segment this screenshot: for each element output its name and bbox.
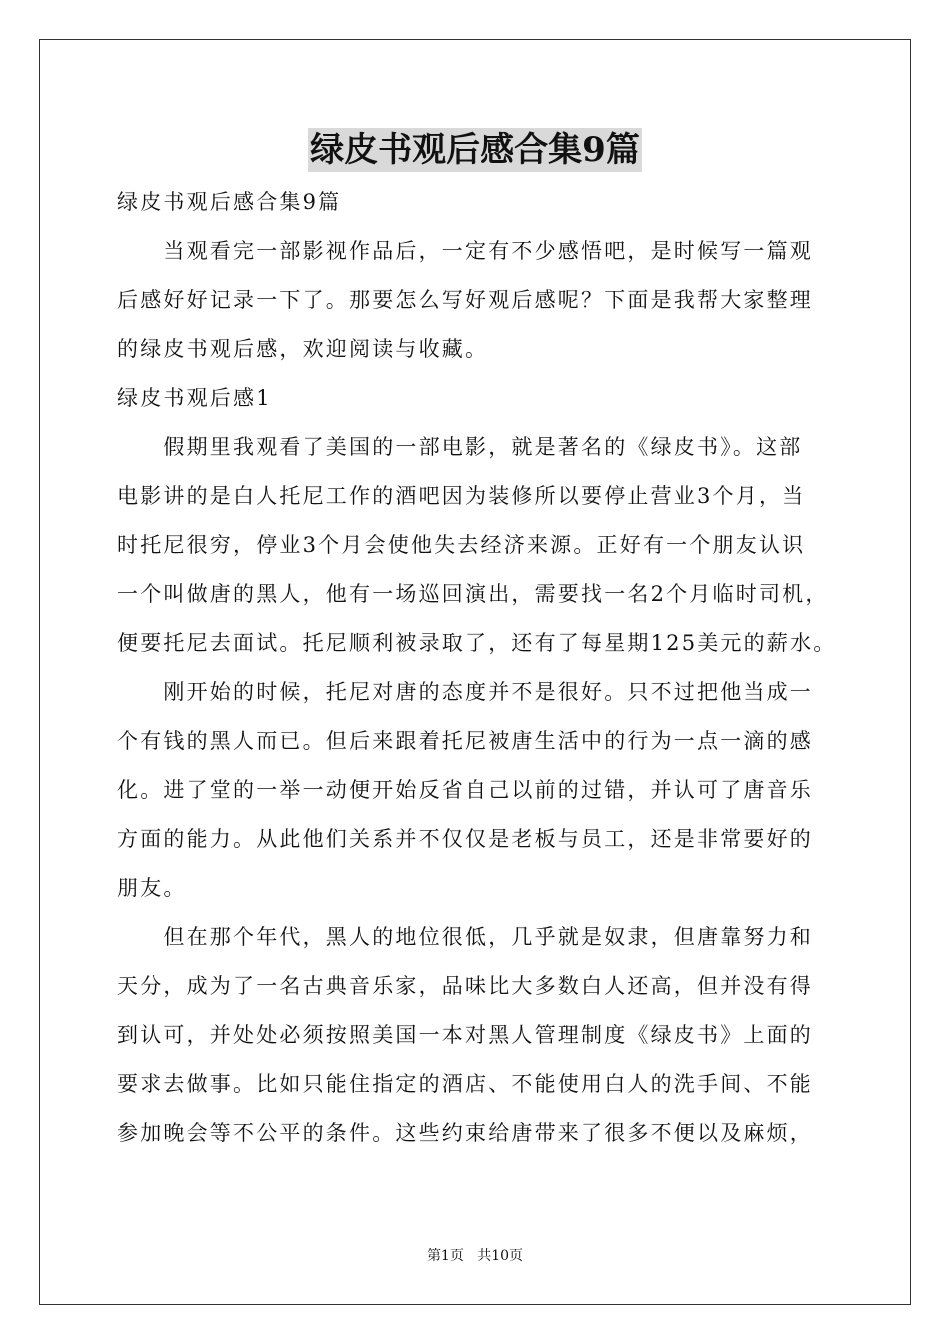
body-line: 电影讲的是白人托尼工作的酒吧因为装修所以要停止营业3个月，当: [117, 484, 806, 508]
page-footer: [0, 1246, 950, 1266]
body-line: 的绿皮书观后感，欢迎阅读与收藏。: [117, 337, 489, 361]
body-line: 假期里我观看了美国的一部电影，就是著名的《绿皮书》。这部: [117, 435, 803, 459]
body-line: 一个叫做唐的黑人，他有一场巡回演出，需要找一名2个月临时司机，: [117, 582, 829, 606]
body-line: 要求去做事。比如只能住指定的酒店、不能使用白人的洗手间、不能: [117, 1072, 813, 1096]
body-line: 化。进了堂的一举一动便开始反省自己以前的过错，并认可了唐音乐: [117, 778, 813, 802]
body-line: 便要托尼去面试。托尼顺利被录取了，还有了每星期125美元的薪水。: [117, 631, 837, 655]
body-line: 绿皮书观后感合集9篇: [117, 190, 342, 214]
page-number: 第1页: [426, 1248, 464, 1264]
body-line: 方面的能力。从此他们关系并不仅仅是老板与员工，还是非常要好的: [117, 827, 813, 851]
document-body: [117, 178, 837, 1158]
body-line: 当观看完一部影视作品后，一定有不少感悟吧，是时候写一篇观: [117, 239, 813, 263]
body-line: 天分，成为了一名古典音乐家，品味比大多数白人还高，但并没有得: [117, 974, 813, 998]
page-total: 共10页: [477, 1248, 524, 1264]
body-line: 参加晚会等不公平的条件。这些约束给唐带来了很多不便以及麻烦，: [117, 1121, 813, 1145]
body-line: 个有钱的黑人而已。但后来跟着托尼被唐生活中的行为一点一滴的感: [117, 729, 813, 753]
title-container: [0, 128, 950, 172]
body-line: 时托尼很穷，停业3个月会使他失去经济来源。正好有一个朋友认识: [117, 533, 806, 557]
body-line: 绿皮书观后感1: [117, 386, 272, 410]
document-title: 绿皮书观后感合集9篇: [310, 130, 640, 170]
body-line: 朋友。: [117, 876, 187, 900]
body-line: 后感好好记录一下了。那要怎么写好观后感呢？下面是我帮大家整理: [117, 288, 813, 312]
body-line: 但在那个年代，黑人的地位很低，几乎就是奴隶，但唐靠努力和: [117, 925, 813, 949]
body-line: 刚开始的时候，托尼对唐的态度并不是很好。只不过把他当成一: [117, 680, 813, 704]
body-line: 到认可，并处处必须按照美国一本对黑人管理制度《绿皮书》上面的: [117, 1023, 813, 1047]
